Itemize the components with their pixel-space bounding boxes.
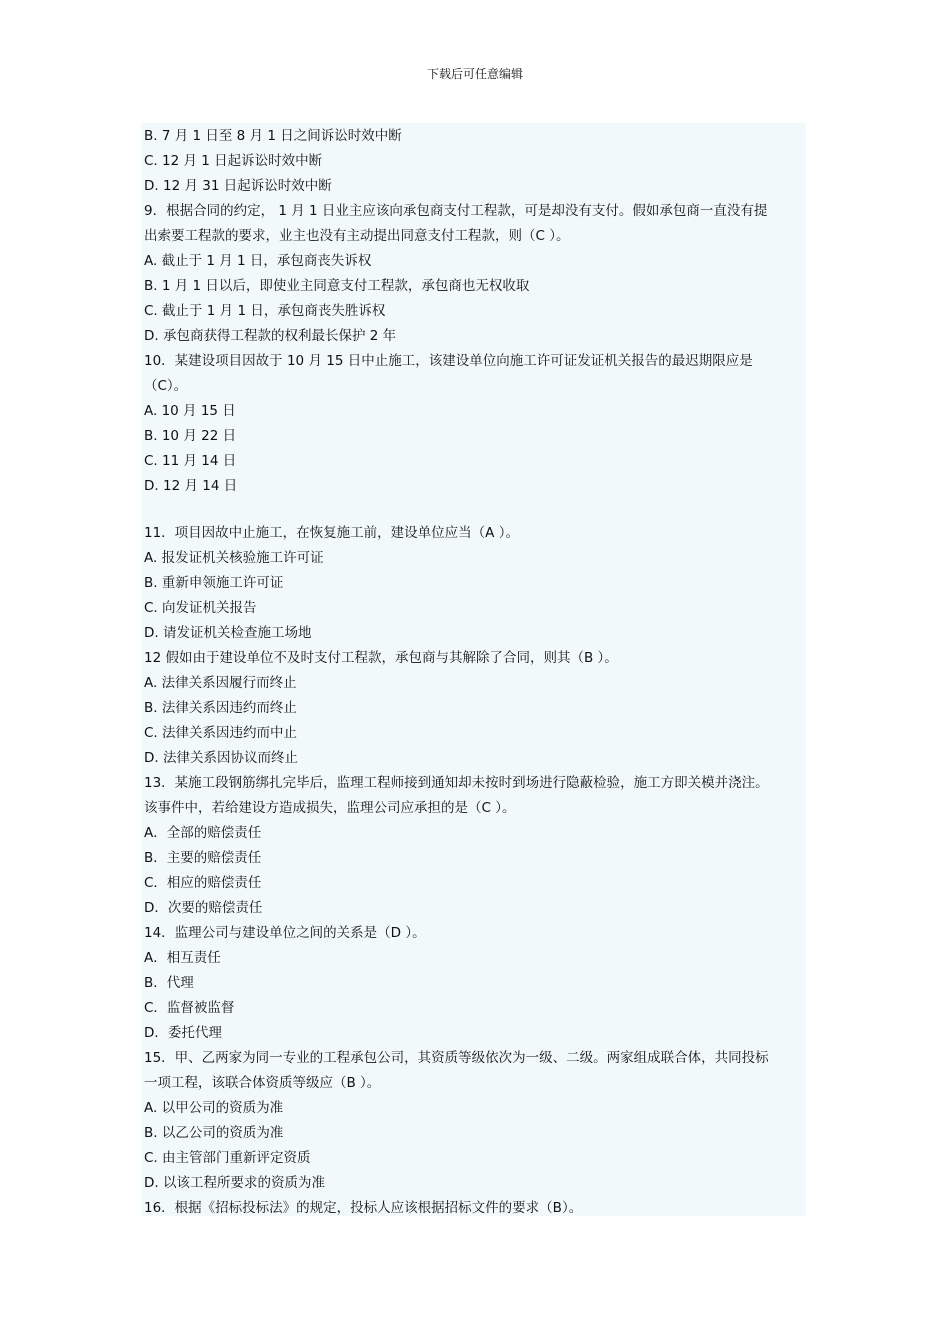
text-line: 12 假如由于建设单位不及时支付工程款，承包商与其解除了合同，则其（B ）。: [144, 650, 618, 666]
text-line: A. 截止于 1 月 1 日，承包商丧失诉权: [144, 253, 372, 269]
text-line: D．委托代理: [144, 1025, 222, 1041]
blank-line: [144, 499, 808, 521]
text-line: A. 10 月 15 日: [144, 403, 236, 419]
text-line: B. 重新申领施工许可证: [144, 575, 284, 591]
text-line: A．相互责任: [144, 950, 221, 966]
question-list: [144, 124, 808, 1221]
text-line: 11．项目因故中止施工，在恢复施工前，建设单位应当（A ）。: [144, 525, 519, 541]
text-line: B. 7 月 1 日至 8 月 1 日之间诉讼时效中断: [144, 128, 402, 144]
text-line: 10．某建设项目因故于 10 月 15 日中止施工，该建设单位向施工许可证发证机关报告的最迟期限应是: [144, 353, 753, 369]
text-line: D. 法律关系因协议而终止: [144, 750, 298, 766]
text-line: D. 12 月 31 日起诉讼时效中断: [144, 178, 332, 194]
page-header: 下载后可任意编辑: [426, 67, 523, 81]
text-line: 15．甲、乙两家为同一专业的工程承包公司，其资质等级依次为一级、二级。两家组成联合体，共同投标: [144, 1050, 769, 1066]
text-line: C. 由主管部门重新评定资质: [144, 1150, 311, 1166]
text-line: D. 12 月 14 日: [144, 478, 238, 494]
text-line: C．监督被监督: [144, 1000, 235, 1016]
text-line: A. 以甲公司的资质为准: [144, 1100, 284, 1116]
text-line: C. 截止于 1 月 1 日，承包商丧失胜诉权: [144, 303, 386, 319]
text-line: 14．监理公司与建设单位之间的关系是（D ）。: [144, 925, 426, 941]
text-line: 出索要工程款的要求，业主也没有主动提出同意支付工程款，则（C ）。: [144, 228, 570, 244]
text-line: A. 法律关系因履行而终止: [144, 675, 297, 691]
text-line: D. 以该工程所要求的资质为准: [144, 1175, 325, 1191]
text-line: C．相应的赔偿责任: [144, 875, 262, 891]
text-line: 9．根据合同的约定， 1 月 1 日业主应该向承包商支付工程款，可是却没有支付。假如承包商一直没有提: [144, 203, 768, 219]
text-line: C. 12 月 1 日起诉讼时效中断: [144, 153, 323, 169]
text-line: C. 11 月 14 日: [144, 453, 237, 469]
text-line: 一项工程，该联合体资质等级应（B ）。: [144, 1075, 381, 1091]
text-line: B. 法律关系因违约而终止: [144, 700, 297, 716]
text-line: A. 报发证机关核验施工许可证: [144, 550, 324, 566]
text-line: D. 承包商获得工程款的权利最长保护 2 年: [144, 328, 397, 344]
text-line: 该事件中，若给建设方造成损失，监理公司应承担的是（C ）。: [144, 800, 516, 816]
text-line: A．全部的赔偿责任: [144, 825, 262, 841]
text-line: D．次要的赔偿责任: [144, 900, 263, 916]
text-line: B．主要的赔偿责任: [144, 850, 262, 866]
text-line: 13．某施工段钢筋绑扎完毕后，监理工程师接到通知却未按时到场进行隐蔽检验，施工方即关模并浇注。: [144, 775, 769, 791]
text-line: B. 10 月 22 日: [144, 428, 237, 444]
text-line: 16．根据《招标投标法》的规定，投标人应该根据招标文件的要求（B）。: [144, 1200, 583, 1216]
text-line: （C）。: [144, 378, 188, 394]
text-line: D. 请发证机关检查施工场地: [144, 625, 312, 641]
text-line: C. 法律关系因违约而中止: [144, 725, 298, 741]
text-line: B．代理: [144, 975, 194, 991]
text-line: C. 向发证机关报告: [144, 600, 257, 616]
text-line: B. 以乙公司的资质为准: [144, 1125, 284, 1141]
text-line: B. 1 月 1 日以后，即使业主同意支付工程款，承包商也无权收取: [144, 278, 530, 294]
